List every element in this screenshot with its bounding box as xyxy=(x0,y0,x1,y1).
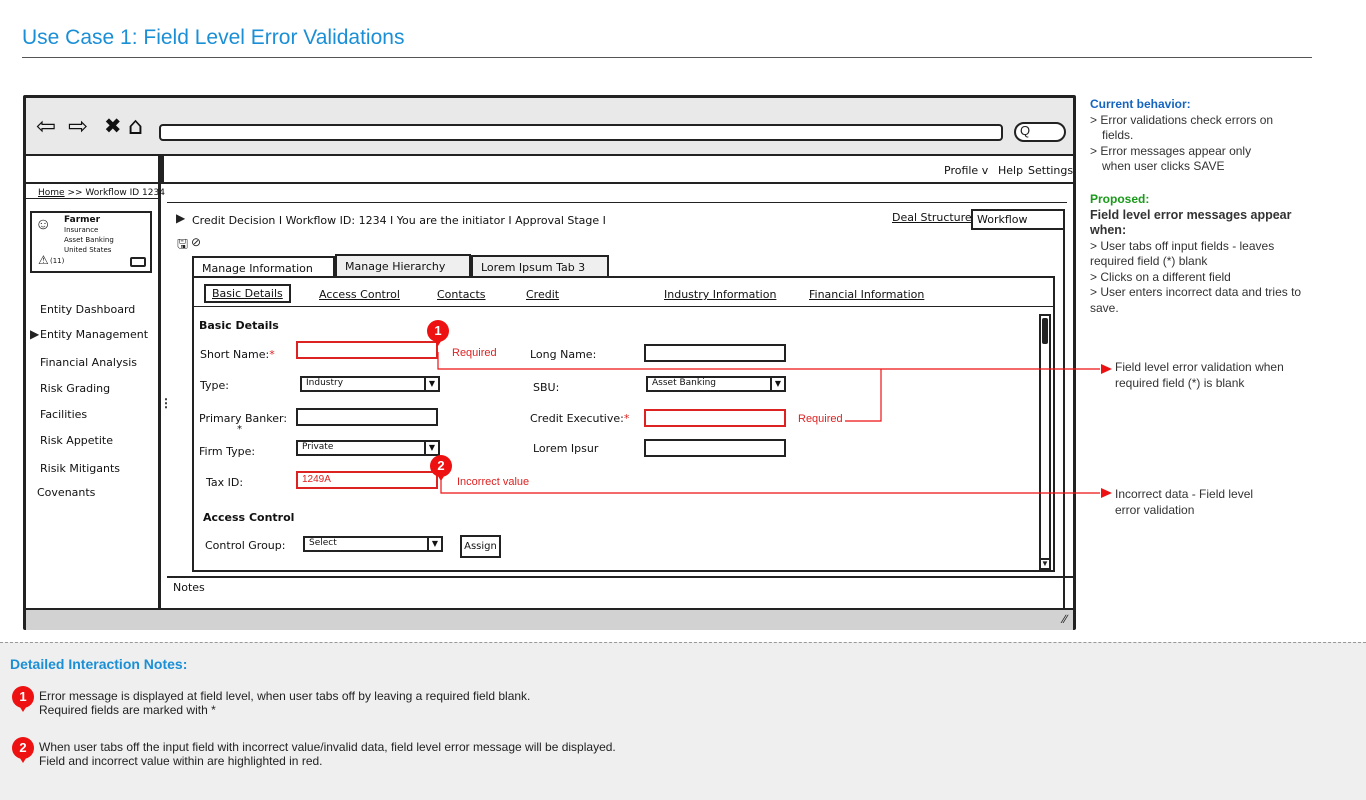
proposed-notes xyxy=(1090,192,1301,316)
deal-structure-link[interactable]: Deal Structure xyxy=(892,211,972,224)
users-icon: ☺ xyxy=(35,216,52,233)
credit-executive-error: Required xyxy=(798,413,843,425)
type-label: Type: xyxy=(200,379,229,392)
customer-segment: Asset Banking xyxy=(64,236,114,244)
callout-1-text xyxy=(1115,360,1284,391)
connector-1-arrow xyxy=(1101,364,1112,374)
marker-1: 1 xyxy=(427,320,449,342)
control-group-select-value: Select xyxy=(309,538,337,548)
sidebar-item-entity-dashboard[interactable]: Entity Dashboard xyxy=(40,303,136,316)
chevron-down-icon: ▼ xyxy=(427,536,441,552)
callout-1-line-a: Field level error validation when xyxy=(1115,360,1284,374)
home-icon[interactable]: ⌂ xyxy=(128,112,144,140)
marker-2: 2 xyxy=(430,455,452,477)
sidebar-item-risk-grading[interactable]: Risk Grading xyxy=(40,382,111,395)
chevron-down-icon: ▼ xyxy=(424,376,438,392)
long-name-label: Long Name: xyxy=(530,348,597,361)
tax-id-label: Tax ID: xyxy=(206,476,244,489)
scroll-down-icon[interactable]: ▼ xyxy=(1039,558,1051,570)
required-marker: * xyxy=(623,412,630,425)
chevron-down-icon: ▼ xyxy=(770,376,784,392)
customer-country: United States xyxy=(64,246,112,254)
subtab-basic-details[interactable]: Basic Details xyxy=(204,284,291,303)
current-note-2b: when user clicks SAVE xyxy=(1102,159,1225,173)
sidebar-item-risk-mitigants[interactable]: Risik Mitigants xyxy=(40,462,121,475)
workflow-field[interactable]: Workflow xyxy=(971,209,1065,230)
lorem-label: Lorem Ipsur xyxy=(533,442,599,455)
current-note-1: > Error validations check errors on xyxy=(1090,112,1274,127)
resize-grip-icon[interactable]: ∕∕ xyxy=(1062,612,1067,626)
workflow-status-bar: Credit Decision I Workflow ID: 1234 I You are the initiator I Approval Stage I xyxy=(192,214,606,227)
stop-icon[interactable]: ✖ xyxy=(104,114,122,138)
sidebar-item-financial-analysis[interactable]: Financial Analysis xyxy=(40,356,137,369)
page-title: Use Case 1: Field Level Error Validations xyxy=(22,26,405,49)
subtab-access-control[interactable]: Access Control xyxy=(319,288,400,301)
section-basic-details: Basic Details xyxy=(199,319,279,332)
callout-2-line-a: Incorrect data - Field level xyxy=(1115,487,1254,501)
customer-type: Insurance xyxy=(64,226,99,234)
firm-type-select-value: Private xyxy=(302,442,334,452)
note-2-line-2: Field and incorrect value within are highlighted in red. xyxy=(39,754,323,768)
control-group-label: Control Group: xyxy=(205,539,286,552)
settings-link[interactable]: Settings xyxy=(1028,164,1074,177)
note-2-line-1: When user tabs off the input field with incorrect value/invalid data, field level error message will be displayed. xyxy=(39,740,616,754)
assign-button[interactable]: Assign xyxy=(460,535,501,558)
tab-manage-hierarchy[interactable]: Manage Hierarchy xyxy=(335,254,471,276)
required-marker: * xyxy=(269,348,275,361)
connector-credit xyxy=(845,369,881,421)
firm-type-label: Firm Type: xyxy=(199,445,256,458)
alert-count: (11) xyxy=(50,257,65,265)
proposed-note-3b: save. xyxy=(1090,300,1119,315)
primary-banker-star: * xyxy=(237,424,242,435)
subtab-credit[interactable]: Credit xyxy=(526,288,560,301)
connector-2-arrow xyxy=(1101,488,1112,498)
sidebar-item-facilities[interactable]: Facilities xyxy=(40,408,88,421)
type-select-value: Industry xyxy=(306,378,344,388)
breadcrumb-home[interactable]: Home xyxy=(38,188,65,198)
interaction-notes-title: Detailed Interaction Notes: xyxy=(10,656,188,672)
short-name-error: Required xyxy=(452,347,497,359)
back-arrow-icon[interactable]: ⇦ xyxy=(36,112,57,140)
current-behavior-title: Current behavior: xyxy=(1090,97,1191,111)
sidebar-item-entity-management[interactable]: Entity Management xyxy=(40,328,149,341)
proposed-note-3: > User enters incorrect data and tries to xyxy=(1090,285,1302,299)
sidebar-resize-handle[interactable]: ⋮ xyxy=(160,396,172,410)
tab-lorem-ipsum-3[interactable]: Lorem Ipsum Tab 3 xyxy=(471,255,609,277)
customer-name: Farmer xyxy=(64,215,101,225)
proposed-note-2: > Clicks on a different field xyxy=(1090,269,1231,284)
callout-1-line-b: required field (*) is blank xyxy=(1115,375,1245,390)
callout-2-text xyxy=(1115,487,1253,518)
subtab-industry-information[interactable]: Industry Information xyxy=(664,288,777,301)
search-icon: Q xyxy=(1020,123,1031,138)
cancel-icon[interactable]: ⊘ xyxy=(191,235,202,249)
proposed-subtitle: Field level error messages appear xyxy=(1090,207,1292,222)
sbu-label: SBU: xyxy=(533,381,560,394)
play-icon: ▶ xyxy=(176,211,186,225)
notes-area[interactable]: Notes xyxy=(167,576,1073,608)
tax-id-error: Incorrect value xyxy=(457,476,530,488)
note-1 xyxy=(39,689,530,717)
forward-arrow-icon[interactable]: ⇨ xyxy=(68,112,89,140)
profile-menu[interactable]: Profile v xyxy=(944,164,989,177)
note-marker-2: 2 xyxy=(12,737,34,759)
breadcrumb-rest: >> Workflow ID 1234 xyxy=(67,188,165,198)
section-access-control: Access Control xyxy=(203,511,295,524)
help-link[interactable]: Help xyxy=(998,164,1024,177)
subtab-financial-information[interactable]: Financial Information xyxy=(809,288,925,301)
note-2 xyxy=(39,740,616,768)
note-1-line-1: Error message is displayed at field level, when user tabs off by leaving a required field blank. xyxy=(39,689,531,703)
connector-1 xyxy=(438,352,1100,369)
tax-id-input[interactable]: 1249A xyxy=(296,471,438,489)
credit-executive-label-text: Credit Executive: xyxy=(530,412,624,425)
current-note-2: > Error messages appear only xyxy=(1090,143,1252,158)
save-icon[interactable]: 🖫 xyxy=(177,236,189,251)
short-name-label-text: Short Name: xyxy=(200,348,270,361)
primary-banker-label: Primary Banker: xyxy=(199,412,288,425)
warning-icon: ⚠ xyxy=(38,253,49,267)
note-1-line-2: Required fields are marked with * xyxy=(39,703,216,717)
interaction-notes-panel xyxy=(0,642,1366,800)
subtab-contacts[interactable]: Contacts xyxy=(437,288,486,301)
selected-caret-icon: ▶ xyxy=(30,327,40,341)
proposed-note-1b: required field (*) blank xyxy=(1090,254,1208,268)
current-behavior-notes xyxy=(1090,97,1273,175)
proposed-note-1: > User tabs off input fields - leaves xyxy=(1090,238,1275,253)
note-marker-1: 1 xyxy=(12,686,34,708)
proposed-subtitle-b: when: xyxy=(1090,223,1127,237)
sidebar-item-covenants[interactable]: Covenants xyxy=(37,486,96,499)
tab-manage-information[interactable]: Manage Information xyxy=(192,256,335,278)
sbu-select-value: Asset Banking xyxy=(652,378,716,388)
chevron-down-icon: ▼ xyxy=(424,440,438,456)
proposed-title: Proposed: xyxy=(1090,192,1150,206)
sidebar-item-risk-appetite[interactable]: Risk Appetite xyxy=(40,434,114,447)
current-note-1b: fields. xyxy=(1102,128,1134,142)
callout-2-line-b: error validation xyxy=(1115,502,1195,517)
connector-2 xyxy=(441,478,1100,493)
